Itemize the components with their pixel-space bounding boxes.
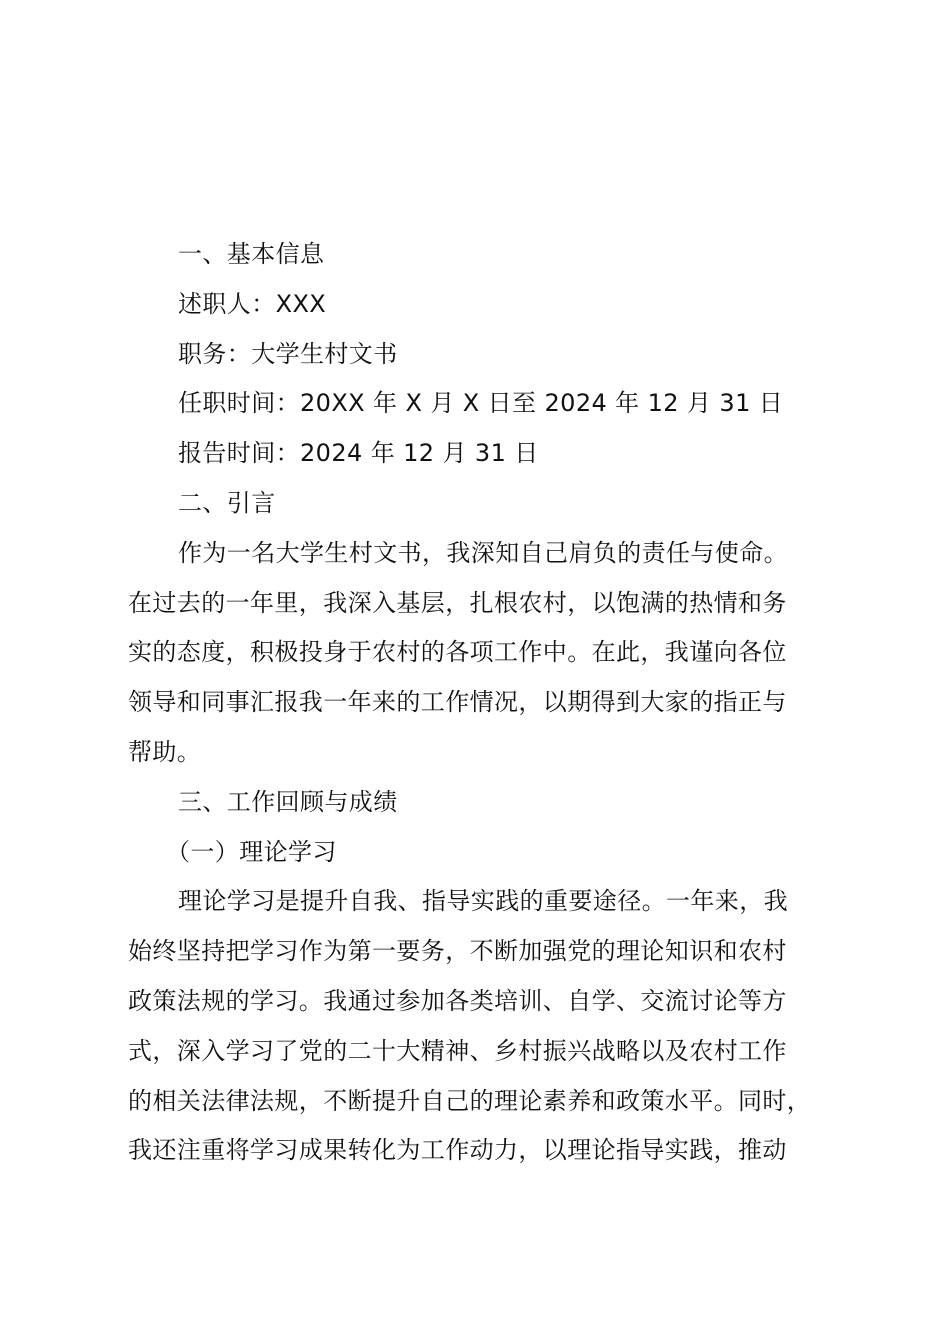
report-date-line: 报告时间：2024 年 12 月 31 日 (178, 439, 539, 468)
intro-paragraph (128, 529, 833, 778)
paragraph-line: 作为一名大学生村文书，我深知自己肩负的责任与使命。 (178, 538, 788, 567)
document-body (128, 230, 833, 1176)
paragraph-line: 领导和同事汇报我一年来的工作情况，以期得到大家的指正与 (128, 688, 787, 717)
position-line: 职务：大学生村文书 (178, 339, 398, 368)
paragraph-line: 的相关法律法规，不断提升自己的理论素养和政策水平。同时， (128, 1086, 812, 1115)
reporter-line: 述职人：XXX (178, 289, 327, 318)
section-heading-review: 三、工作回顾与成绩 (178, 787, 398, 816)
paragraph-line: 政策法规的学习。我通过参加各类培训、自学、交流讨论等方 (128, 986, 787, 1015)
term-line: 任职时间：20XX 年 X 月 X 日至 2024 年 12 月 31 日 (178, 389, 784, 418)
paragraph-line: 在过去的一年里，我深入基层，扎根农村，以饱满的热情和务 (128, 588, 787, 617)
theory-paragraph (128, 877, 833, 1176)
paragraph-line: 式，深入学习了党的二十大精神、乡村振兴战略以及农村工作 (128, 1036, 787, 1065)
section-heading-basic-info: 一、基本信息 (178, 240, 325, 268)
section-heading-intro: 二、引言 (178, 488, 276, 517)
paragraph-line: 理论学习是提升自我、指导实践的重要途径。一年来，我 (178, 887, 788, 916)
paragraph-line: 我还注重将学习成果转化为工作动力，以理论指导实践，推动 (128, 1136, 787, 1165)
subheading-theory-study: （一）理论学习 (166, 837, 337, 866)
paragraph-line: 始终坚持把学习作为第一要务，不断加强党的理论知识和农村 (128, 937, 787, 966)
paragraph-line: 实的态度，积极投身于农村的各项工作中。在此，我谨向各位 (128, 638, 787, 667)
paragraph-line: 帮助。 (128, 737, 202, 766)
